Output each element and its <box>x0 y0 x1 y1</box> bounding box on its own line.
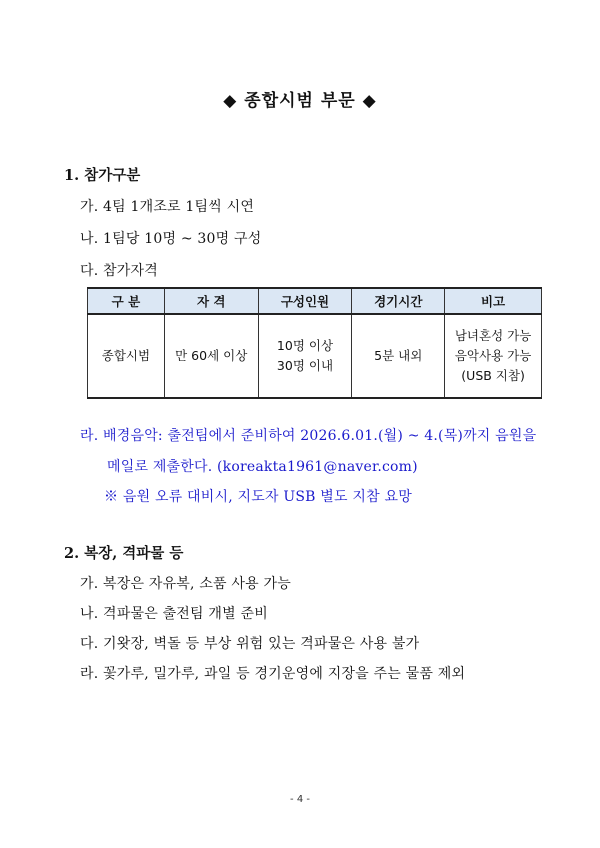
table-header-row <box>88 288 542 314</box>
section-1-heading: 1. 참가구분 <box>64 167 141 184</box>
section-2-item-na: 나. 격파물은 출전팀 개별 준비 <box>80 606 268 622</box>
cell-qualification: 만 60세 이상 <box>164 314 258 398</box>
section-2-item-ra: 라. 꽃가루, 밀가루, 과일 등 경기운영에 지장을 주는 물품 제외 <box>80 666 466 682</box>
section-1-item-da: 다. 참가자격 <box>80 263 158 279</box>
section-1-item-na: 나. 1팀당 10명 ~ 30명 구성 <box>80 231 262 247</box>
table-header-time: 경기시간 <box>352 288 445 314</box>
cell-note-music: 음악사용 가능 <box>454 348 532 363</box>
music-instruction-line-1: 라. 배경음악: 출전팀에서 준비하여 2026.6.01.(월) ~ 4.(목)까지 음원을 <box>80 428 537 444</box>
cell-notes <box>445 314 542 398</box>
table-header-notes: 비고 <box>445 288 542 314</box>
section-2-heading: 2. 복장, 격파물 등 <box>64 545 184 562</box>
table-header-members: 구성인원 <box>258 288 352 314</box>
table-header-qualification: 자 격 <box>164 288 258 314</box>
table-row <box>88 314 542 398</box>
cell-note-usb: (USB 지참) <box>461 368 525 383</box>
page-title: ◆ 종합시범 부문 ◆ <box>223 91 377 111</box>
cell-members-min: 10명 이상 <box>276 338 334 353</box>
section-1-item-ga: 가. 4팀 1개조로 1팀씩 시연 <box>80 199 255 215</box>
qualification-table <box>87 287 542 399</box>
cell-members <box>258 314 352 398</box>
cell-time: 5분 내외 <box>352 314 445 398</box>
section-2-item-ga: 가. 복장은 자유복, 소품 사용 가능 <box>80 576 291 592</box>
cell-members-max: 30명 이내 <box>276 358 334 373</box>
music-instruction-line-2: 메일로 제출한다. (koreakta1961@naver.com) <box>107 459 418 475</box>
music-backup-note: ※ 음원 오류 대비시, 지도자 USB 별도 지참 요망 <box>104 489 412 505</box>
table-header-category: 구 분 <box>88 288 165 314</box>
page-number: - 4 - <box>290 794 310 805</box>
section-2-item-da: 다. 기왓장, 벽돌 등 부상 위험 있는 격파물은 사용 불가 <box>80 636 420 652</box>
cell-category: 종합시범 <box>88 314 165 398</box>
cell-note-mixed: 남녀혼성 가능 <box>454 328 532 343</box>
